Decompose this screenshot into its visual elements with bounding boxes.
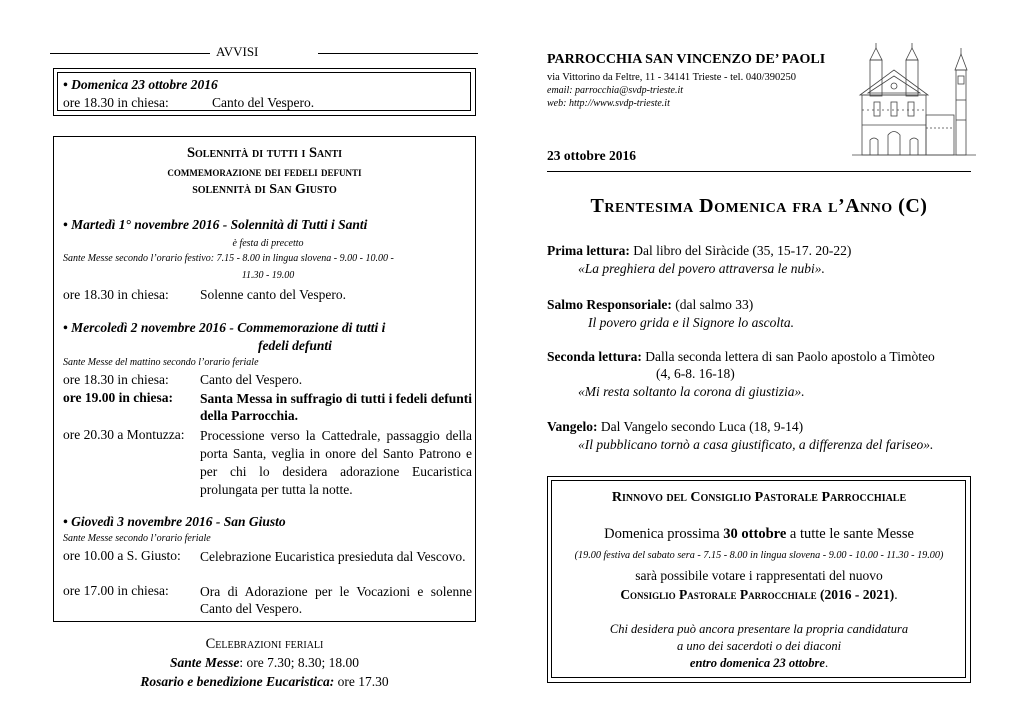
day1-note-orario: Sante Messe secondo l’orario festivo: 7.15 - 8.00 in lingua slovena - 9.00 - 10.00 -: [63, 253, 394, 264]
day1-place: ore 18.30 in chiesa:: [63, 287, 169, 302]
reading-3: [547, 349, 935, 365]
council-line7-text: entro domenica 23 ottobre: [689, 656, 825, 670]
feriali-messe-times: : ore 7.30; 8.30; 18.00: [239, 655, 359, 670]
day1-note-precetto: è festa di precetto: [232, 238, 304, 249]
reading-2: [547, 297, 753, 313]
reading-3-text: Dalla seconda lettera di san Paolo apostolo a Timòteo: [641, 349, 935, 364]
day2-r3-place: ore 20.30 a Montuzza:: [63, 427, 185, 442]
avvisi-title: AVVISI: [216, 44, 259, 59]
council-line7: [547, 656, 971, 671]
feriali-rosario-label: Rosario e benedizione Eucaristica:: [140, 674, 335, 689]
day2-r3-text: Processione verso la Cattedrale, passaggio della porta Santa, veglia in onore del Santo Patrono e per chi lo desidera adorazione Eucaristica prolungata per tutta la notte.: [200, 428, 472, 497]
parish-email: email: parrocchia@svdp-trieste.it: [547, 85, 684, 96]
day2-heading-2: fedeli defunti: [258, 338, 332, 353]
day1-heading: • Martedì 1° novembre 2016 - Solennità di Tutti i Santi: [63, 217, 368, 232]
reading-3-ref: (4, 6-8. 16-18): [656, 366, 735, 381]
reading-1-text: Dal libro del Siràcide (35, 15-17. 20-22): [629, 243, 852, 258]
day3-note: Sante Messe secondo l’orario feriale: [63, 533, 211, 544]
notice-place: ore 18.30 in chiesa:: [63, 95, 169, 110]
reading-3-label: Seconda lettura:: [547, 349, 642, 364]
day2-r2-place: ore 19.00 in chiesa:: [63, 390, 173, 405]
feriali-title: Celebrazioni feriali: [205, 636, 324, 652]
council-line4-text: Consiglio Pastorale Parrocchiale (2016 - 2021): [620, 587, 895, 602]
reading-4-label: Vangelo:: [547, 419, 598, 434]
day2-note: Sante Messe del mattino secondo l’orario feriale: [63, 357, 259, 368]
day1-text: Solenne canto del Vespero.: [200, 287, 346, 302]
reading-1-label: Prima lettura:: [547, 243, 630, 258]
reading-2-quote: Il povero grida e il Signore lo ascolta.: [588, 315, 794, 330]
council-line2: (19.00 festiva del sabato sera - 7.15 - 8.00 in lingua slovena - 9.00 - 10.00 - 11.30 - 19.00): [574, 550, 944, 561]
reading-4: [547, 419, 803, 435]
day1-note-orario-2: 11.30 - 19.00: [241, 270, 295, 281]
council-line6: a uno dei sacerdoti o dei diaconi: [676, 639, 842, 653]
notice-heading: • Domenica 23 ottobre 2016: [63, 77, 218, 92]
council-line1: [547, 526, 971, 543]
parish-web: web: http://www.svdp-trieste.it: [547, 98, 670, 109]
day2-heading-1: • Mercoledì 2 novembre 2016 - Commemorazione di tutti i: [63, 320, 386, 335]
bulletin-date: 23 ottobre 2016: [547, 148, 636, 163]
reading-4-quote: «Il pubblicano tornò a casa giustificato, a differenza del fariseo».: [578, 437, 934, 452]
council-line4-end: .: [894, 587, 898, 602]
day2-r1-text: Canto del Vespero.: [200, 372, 303, 387]
day3-r2-text: Ora di Adorazione per le Vocazioni e solenne Canto del Vespero.: [200, 584, 472, 616]
council-line1-pre: Domenica prossima: [604, 526, 724, 542]
feriali-messe: [53, 655, 476, 671]
council-line3: sarà possibile votare i rappresentati del nuovo: [635, 568, 883, 583]
feriali-rosario: [53, 674, 476, 690]
avvisi-rule-right: [318, 53, 478, 54]
day3-r1-place: ore 10.00 a S. Giusto:: [63, 548, 181, 563]
feriali-rosario-time: ore 17.30: [334, 674, 389, 689]
sunday-title: Trentesima Domenica fra l’Anno (C): [590, 195, 928, 217]
day2-r1-place: ore 18.30 in chiesa:: [63, 372, 169, 387]
reading-2-label: Salmo Responsoriale:: [547, 297, 672, 312]
reading-4-text: Dal Vangelo secondo Luca (18, 9-14): [597, 419, 804, 434]
day3-heading: • Giovedì 3 novembre 2016 - San Giusto: [63, 514, 286, 529]
feriali-messe-label: Sante Messe: [169, 655, 240, 670]
date-rule: [547, 171, 971, 172]
solemnity-title-2: commemorazione dei fedeli defunti: [167, 164, 362, 179]
solemnity-title-3: solennità di San Giusto: [192, 182, 337, 197]
solemnity-title-1: Solennità di tutti i Santi: [186, 145, 343, 161]
day2-r2-text: Santa Messa in suffragio di tutti i fedeli defunti della Parrocchia.: [200, 391, 472, 423]
avvisi-rule-left: [50, 53, 210, 54]
council-line1-post: a tutte le sante Messe: [786, 526, 914, 542]
council-title: Rinnovo del Consiglio Pastorale Parrocchiale: [611, 490, 907, 505]
reading-1-quote: «La preghiera del povero attraversa le nubi».: [578, 261, 825, 276]
notice-text: Canto del Vespero.: [212, 95, 315, 110]
day3-r1-text: Celebrazione Eucaristica presieduta dal Vescovo.: [200, 549, 466, 564]
reading-1: [547, 243, 851, 259]
council-line4: [547, 587, 971, 603]
council-line5: Chi desidera può ancora presentare la propria candidatura: [609, 622, 909, 636]
church-illustration: [848, 40, 980, 160]
reading-3-quote: «Mi resta soltanto la corona di giustizia».: [578, 384, 805, 399]
day3-r2-place: ore 17.00 in chiesa:: [63, 583, 169, 598]
parish-address: via Vittorino da Feltre, 11 - 34141 Trieste - tel. 040/390250: [547, 72, 797, 83]
parish-name: PARROCCHIA SAN VINCENZO DE’ PAOLI: [547, 52, 826, 67]
council-line1-date: 30 ottobre: [723, 526, 787, 542]
reading-2-text: (dal salmo 33): [671, 297, 754, 312]
council-line7-end: .: [824, 656, 829, 670]
